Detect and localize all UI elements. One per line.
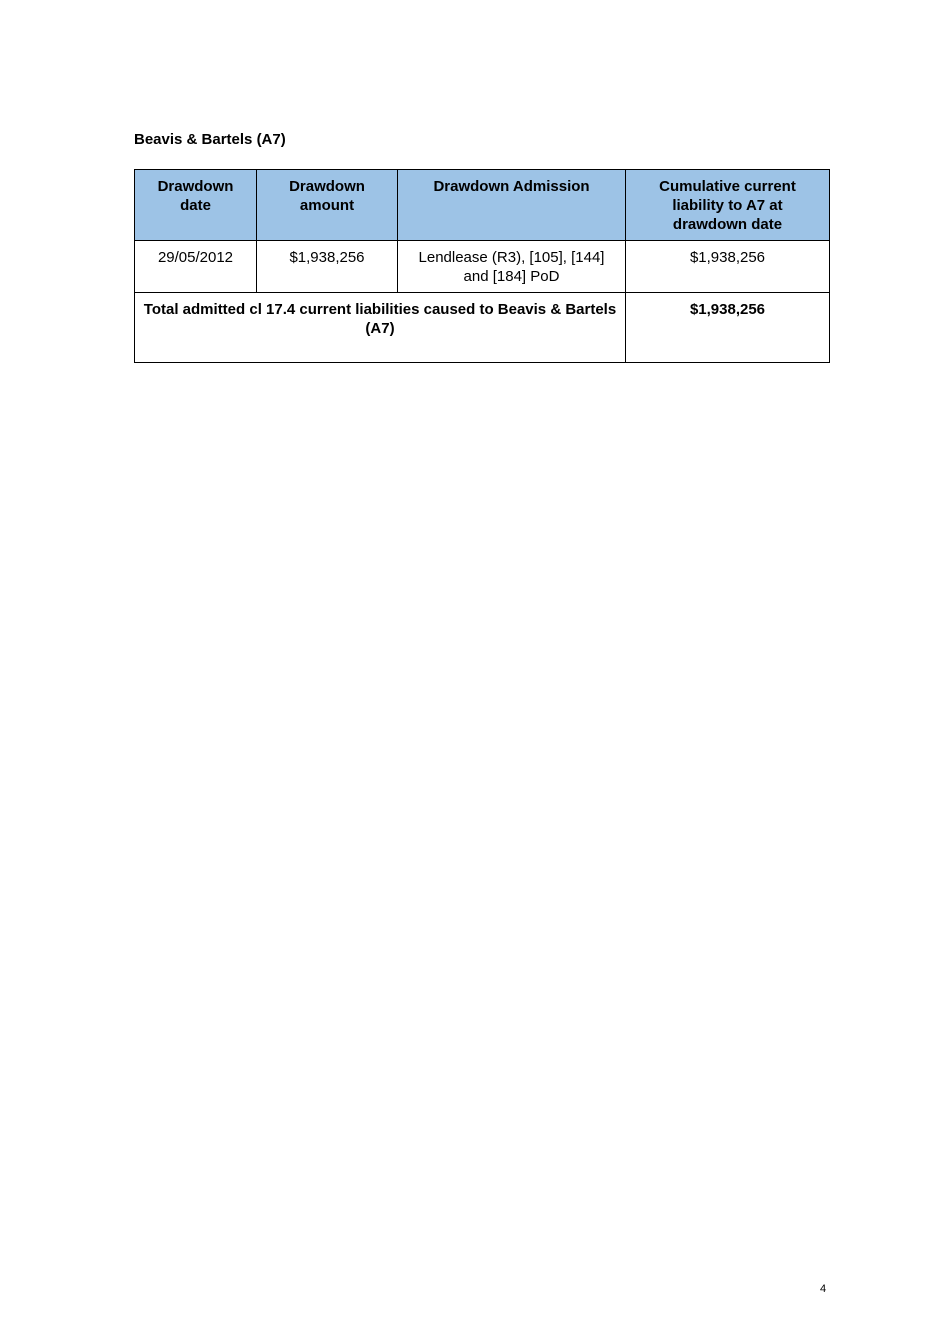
cell-cumulative-liability: $1,938,256 (626, 241, 830, 293)
cell-drawdown-amount: $1,938,256 (257, 241, 398, 293)
total-label: Total admitted cl 17.4 current liabilities caused to Beavis & Bartels (A7) (135, 293, 626, 363)
table-header-row (135, 170, 830, 241)
page-number: 4 (820, 1283, 827, 1295)
cell-drawdown-date: 29/05/2012 (135, 241, 257, 293)
liabilities-table (134, 169, 830, 363)
total-value: $1,938,256 (626, 293, 830, 363)
header-cumulative-liability: Cumulative current liability to A7 at drawdown date (626, 170, 830, 241)
header-drawdown-admission: Drawdown Admission (398, 170, 626, 241)
table-row (135, 241, 830, 293)
header-drawdown-date: Drawdown date (135, 170, 257, 241)
cell-drawdown-admission: Lendlease (R3), [105], [144] and [184] PoD (398, 241, 626, 293)
total-row (135, 293, 830, 363)
section-heading: Beavis & Bartels (A7) (134, 131, 286, 148)
header-drawdown-amount: Drawdown amount (257, 170, 398, 241)
